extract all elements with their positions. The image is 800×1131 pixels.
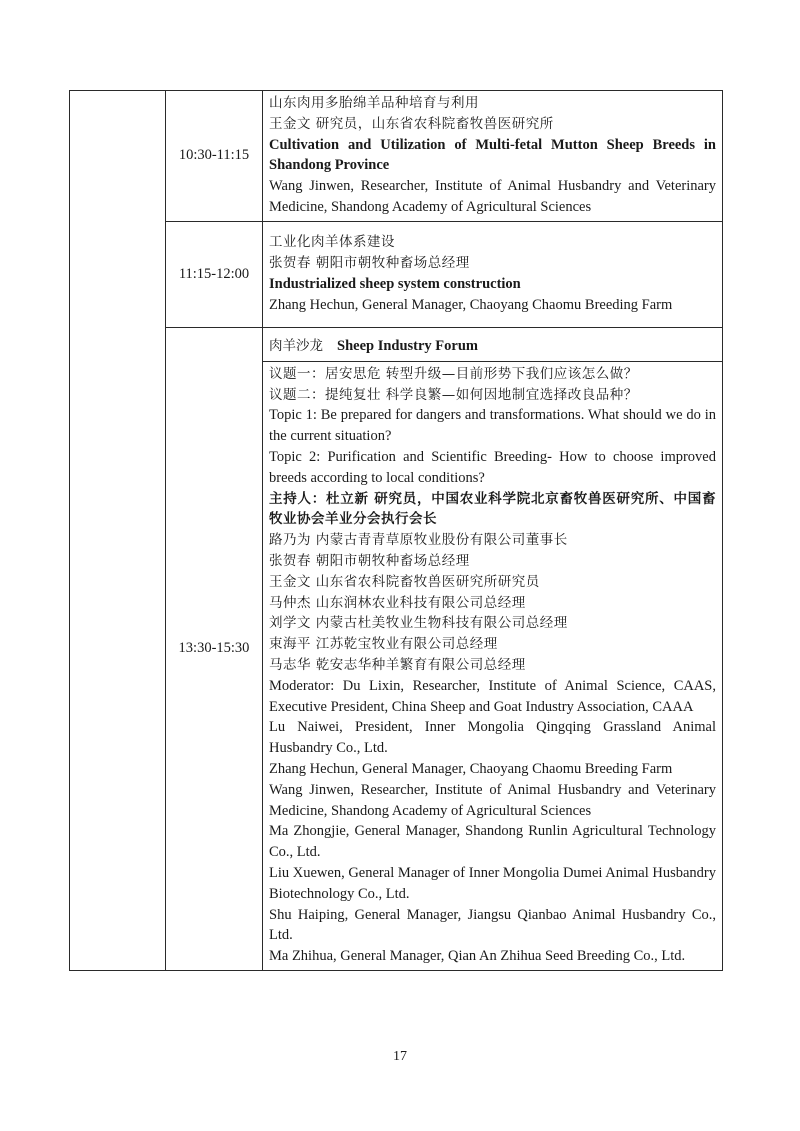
topic1-zh: 议题一：居安思危 转型升级—目前形势下我们应该怎么做？ bbox=[269, 365, 638, 382]
schedule-table bbox=[69, 90, 723, 971]
panelist-zh: 王金文 山东省农科院畜牧兽医研究所研究员 bbox=[269, 573, 540, 590]
panelist-zh: 路乃为 内蒙古青青草原牧业股份有限公司董事长 bbox=[269, 532, 568, 549]
session-speaker-zh: 王金文 研究员，山东省农科院畜牧兽医研究所 bbox=[269, 115, 554, 132]
panelist-en: Shu Haiping, General Manager, Jiangsu Qianbao Animal Husbandry Co., Ltd. bbox=[269, 906, 716, 944]
panelist-en: Lu Naiwei, President, Inner Mongolia Qingqing Grassland Animal Husbandry Co., Ltd. bbox=[269, 719, 716, 757]
panelist-en: Liu Xuewen, General Manager of Inner Mongolia Dumei Animal Husbandry Biotechnology Co., Ltd. bbox=[269, 864, 716, 902]
panelist-en: Ma Zhongjie, General Manager, Shandong Runlin Agricultural Technology Co., Ltd. bbox=[269, 823, 716, 861]
session-title-en: Industrialized sheep system construction bbox=[269, 275, 521, 292]
panelist-en: Wang Jinwen, Researcher, Institute of Animal Husbandry and Veterinary Medicine, Shandong Academy of Agricultural Sciences bbox=[269, 781, 716, 819]
session-row bbox=[70, 221, 723, 327]
panelist-zh: 马志华 乾安志华种羊繁育有限公司总经理 bbox=[269, 656, 526, 673]
forum-title-row bbox=[263, 328, 722, 362]
session-content bbox=[263, 221, 723, 327]
forum-time: 13:30-15:30 bbox=[166, 327, 263, 970]
session-title-zh: 工业化肉羊体系建设 bbox=[269, 234, 395, 251]
panelist-en: Zhang Hechun, General Manager, Chaoyang Chaomu Breeding Farm bbox=[269, 760, 673, 777]
session-speaker-zh: 张贺春 朝阳市朝牧种畜场总经理 bbox=[269, 254, 470, 271]
panelist-zh: 张贺春 朝阳市朝牧种畜场总经理 bbox=[269, 552, 470, 569]
moderator-en: Moderator: Du Lixin, Researcher, Institute of Animal Science, CAAS, Executive President, China Sheep and Goat Industry Association, CAAA bbox=[269, 677, 716, 715]
page-number: 17 bbox=[393, 1049, 407, 1064]
forum-title-zh: 肉羊沙龙 bbox=[269, 337, 323, 354]
moderator-zh: 主持人：杜立新 研究员，中国农业科学院北京畜牧兽医研究所、中国畜牧业协会羊业分会执行会长 bbox=[269, 490, 716, 528]
forum-inner-table bbox=[263, 328, 722, 970]
session-content bbox=[263, 91, 723, 222]
forum-title bbox=[263, 328, 722, 362]
panelist-zh: 束海平 江苏乾宝牧业有限公司总经理 bbox=[269, 636, 498, 653]
forum-row bbox=[70, 327, 723, 970]
session-time: 11:15-12:00 bbox=[166, 221, 263, 327]
topic2-en: Topic 2: Purification and Scientific Breeding- How to choose improved breeds according to local conditions? bbox=[269, 448, 716, 486]
panelist-zh: 刘学文 内蒙古杜美牧业生物科技有限公司总经理 bbox=[269, 615, 568, 632]
session-row bbox=[70, 91, 723, 222]
session-title-en: Cultivation and Utilization of Multi-fetal Mutton Sheep Breeds in Shandong Province bbox=[269, 136, 716, 174]
topic1-en: Topic 1: Be prepared for dangers and transformations. What should we do in the current situation? bbox=[269, 407, 716, 445]
panelist-zh: 马仲杰 山东润林农业科技有限公司总经理 bbox=[269, 594, 526, 611]
session-time: 10:30-11:15 bbox=[166, 91, 263, 222]
session-speaker-en: Wang Jinwen, Researcher, Institute of Animal Husbandry and Veterinary Medicine, Shandong Academy of Agricultural Sciences bbox=[269, 178, 716, 215]
session-title-zh: 山东肉用多胎绵羊品种培育与利用 bbox=[269, 95, 479, 111]
forum-body-row bbox=[263, 361, 722, 970]
session-speaker-en: Zhang Hechun, General Manager, Chaoyang Chaomu Breeding Farm bbox=[269, 296, 673, 313]
panelist-en: Ma Zhihua, General Manager, Qian An Zhihua Seed Breeding Co., Ltd. bbox=[269, 948, 686, 965]
forum-body bbox=[263, 361, 722, 970]
empty-first-column bbox=[70, 91, 166, 971]
topic2-zh: 议题二：提纯复壮 科学良繁—如何因地制宜选择改良品种？ bbox=[269, 386, 638, 403]
forum-title-en: Sheep Industry Forum bbox=[337, 337, 478, 354]
forum-cell bbox=[263, 327, 723, 970]
